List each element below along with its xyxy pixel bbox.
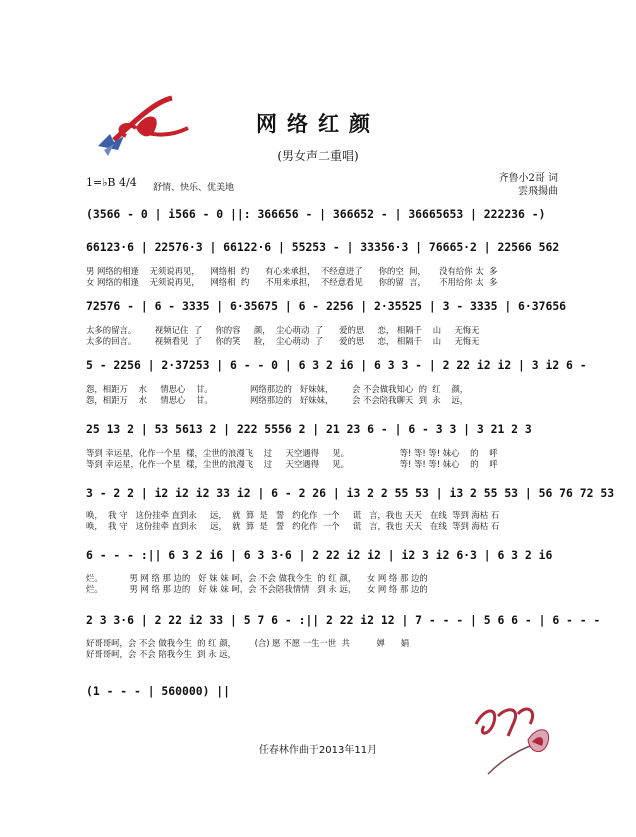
- lyric-line-6b: 唤， 我 守 这份挂牵 直到永 远， 就 算 是 誓 约化作 一个 谎 言，我也 天天 在线 等到 海枯 石: [86, 521, 500, 531]
- score-system-3: 72576 - | 6 - 3335 | 6·35675 | 6 - 2256 | 2·35525 | 3 - 3335 | 6·37656: [86, 299, 567, 313]
- score-system-8: 2 3 3·6 | 2 22 i2 33 | 5 7 6 - :|| 2 22 i2 12 | 7 - - - | 5 6 6 - | 6 - - -: [86, 613, 601, 627]
- lyric-line-4a: 怨，相距万 水 情思心 甘。 网络那边的 好妹妹， 会 不会做我知心 的 红 颜，: [86, 384, 469, 394]
- lyric-line-4b: 怨，相距万 水 情思心 甘。 网络那边的 好妹妹， 会 不会陪我聊天 到 永 远，: [86, 395, 469, 405]
- lyricist-credit: 齐鲁小2哥 词: [498, 173, 558, 184]
- lyric-line-7a: 烂。 男 网 络 那 边的 好 妹 妹 呵，会 不会 做我今生 的 红 颜， 女 网 络 那 边的: [86, 573, 428, 583]
- lyric-line-8b: 好哥哥呵，会 不会 陪我今生 到 永 远，: [86, 649, 236, 659]
- score-system-9: (1 - - - | 560000) ||: [86, 684, 231, 698]
- tempo-mood: 舒情、快乐、优美地: [153, 183, 235, 193]
- lyric-line-5b: 等到 幸运星，化作一个星 樣，尘世的浪漫飞 过 天空遇得 见。 等! 等! 等! 妹心 的 呼: [86, 459, 498, 469]
- song-subtitle: (男女声二重唱): [277, 149, 359, 163]
- song-title: 网络红颜: [256, 111, 380, 136]
- lyric-line-5a: 等到 幸运星，化作一个星 樣，尘世的浪漫飞 过 天空遇得 见。 等! 等! 等! 妹心 的 呼: [86, 448, 498, 458]
- lyric-line-3b: 太多的回言。 视频看见 了 你的笑 脸， 尘心萌动 了 爱的思 恋， 相隔千 山 无悔无: [86, 336, 480, 346]
- lyric-line-8a: 好哥哥呵，会 不会 做我今生 的 红 颜， (合) 愿 不愿 一生一世 共 婵 娟: [86, 638, 410, 648]
- score-system-2: 66123·6 | 22576·3 | 66122·6 | 55253 - | 33356·3 | 76665·2 | 22566 562: [86, 240, 560, 254]
- score-system-1: (3566 - 0 | i566 - 0 ||: 366656 - | 366652 - | 36665653 | 222236 -): [86, 207, 546, 221]
- lyric-line-7b: 烂。 男 网 络 那 边的 好 妹 妹 呵，会 不会陪我情情 到 永 远， 女 网 络 那 边的: [86, 584, 428, 594]
- key-signature: 1=♭B 4/4: [86, 176, 137, 189]
- score-system-7: 6 - - - :|| 6 3 2 i6 | 6 3 3·6 | 2 22 i2 i2 | i2 3 i2 6·3 | 6 3 2 i6: [86, 548, 553, 562]
- composition-note: 任春林作曲于2013年11月: [258, 745, 378, 756]
- lyric-line-6a: 唤， 我 守 这份挂牵 直到永 远， 就 算 是 誓 约化作 一个 谎 言，我也 天天 在线 等到 海枯 石: [86, 510, 500, 520]
- lyric-line-2b: 女 网络的相逢 无须说再见， 网络相 约 不用来承担， 不经意看见 你的留 言， 不用给你 太 多: [86, 277, 498, 287]
- score-system-6: 3 - 2 2 | i2 i2 i2 33 i2 | 6 - 2 26 | i3 2 2 55 53 | i3 2 55 53 | 56 76 72 53: [86, 486, 615, 500]
- score-system-5: 25 13 2 | 53 5613 2 | 222 5556 2 | 21 23 6 - | 6 - 3 3 | 3 21 2 3: [86, 422, 532, 436]
- lyric-line-3a: 太多的留言。 视频记住 了 你的容 颜， 尘心萌动 了 爱的思 恋， 相隔千 山 无悔无: [86, 325, 480, 335]
- score-system-4: 5 - 2256 | 2·37253 | 6 - - 0 | 6 3 2 i6 | 6 3 3 - | 2 22 i2 i2 | 3 i2 6 -: [86, 358, 587, 372]
- composer-credit: 雲飛揚曲: [518, 186, 558, 197]
- credits: [498, 172, 558, 198]
- signature-flower-icon: [468, 696, 560, 780]
- lyric-line-2a: 男 网络的相逢 无须说再见， 网络相 约 有心来承担， 不经意进了 你的空 间， 没有给你 太 多: [86, 266, 498, 276]
